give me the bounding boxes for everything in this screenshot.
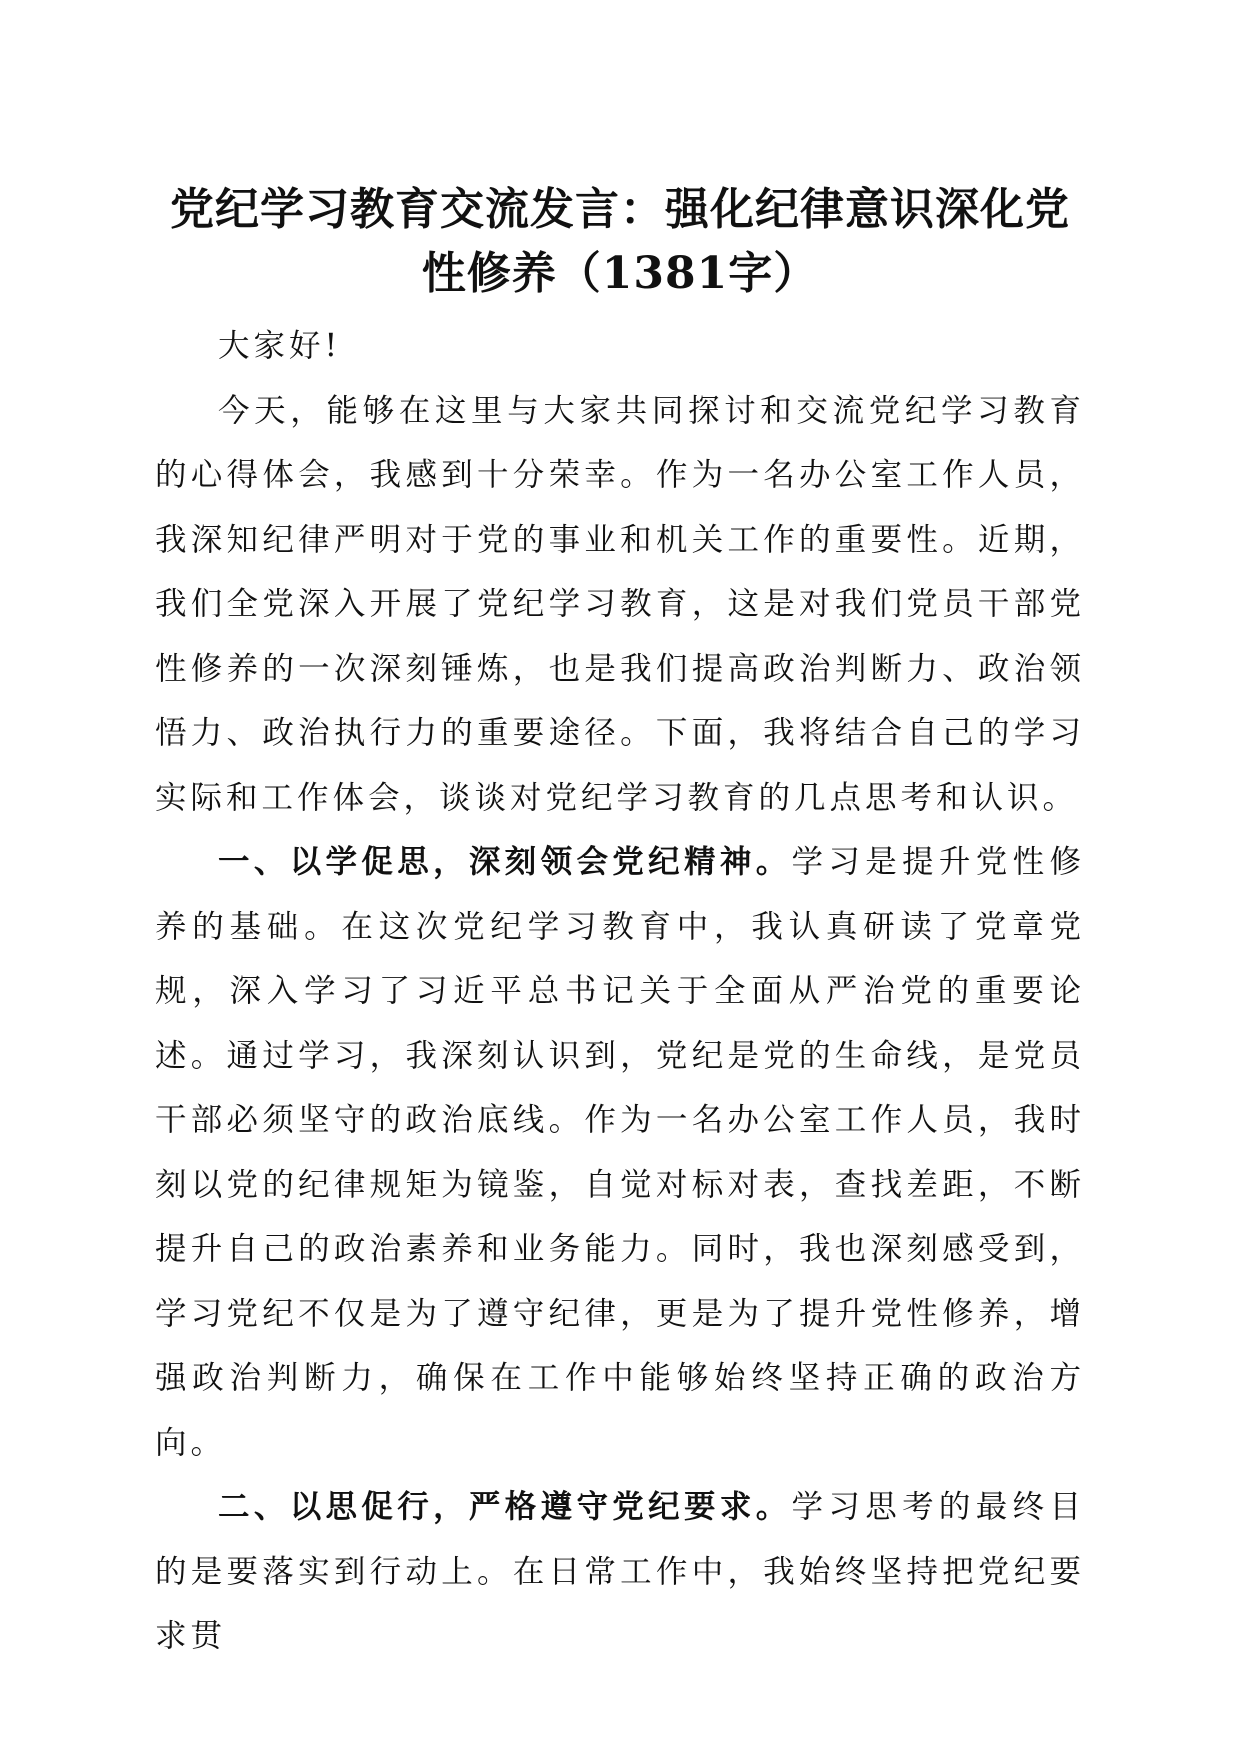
intro-paragraph: 今天，能够在这里与大家共同探讨和交流党纪学习教育的心得体会，我感到十分荣幸。作为一名办公室工作人员，我深知纪律严明对于党的事业和机关工作的重要性。近期，我们全党深入开展了党纪学习教育，这是对我们党员干部党性修养的一次深刻锤炼，也是我们提高政治判断力、政治领悟力、政治执行力的重要途径。下面，我将结合自己的学习实际和工作体会，谈谈对党纪学习教育的几点思考和认识。 bbox=[155, 392, 1085, 816]
greeting-paragraph: 大家好! bbox=[218, 328, 342, 364]
document-body bbox=[155, 314, 1085, 1669]
section-2-heading: 二、以思促行，严格遵守党纪要求。 bbox=[218, 1489, 792, 1525]
section-1-text: 学习是提升党性修养的基础。在这次党纪学习教育中，我认真研读了党章党规，深入学习了习近平总书记关于全面从严治党的重要论述。通过学习，我深刻认识到，党纪是党的生命线，是党员干部必须坚守的政治底线。作为一名办公室工作人员，我时刻以党的纪律规矩为镜鉴，自觉对标对表，查找差距，不断提升自己的政治素养和业务能力。同时，我也深刻感受到，学习党纪不仅是为了遵守纪律，更是为了提升党性修养，增强政治判断力，确保在工作中能够始终坚持正确的政治方向。 bbox=[155, 844, 1085, 1461]
section-1-paragraph bbox=[155, 830, 1085, 1475]
section-2-paragraph bbox=[155, 1475, 1085, 1669]
section-2-text: 学习思考的最终目的是要落实到行动上。在日常工作中，我始终坚持把党纪要求贯 bbox=[155, 1489, 1085, 1654]
document-title: 党纪学习教育交流发言：强化纪律意识深化党性修养（1381字） bbox=[170, 184, 1070, 299]
section-1-heading: 一、以学促思，深刻领会党纪精神。 bbox=[218, 844, 792, 880]
